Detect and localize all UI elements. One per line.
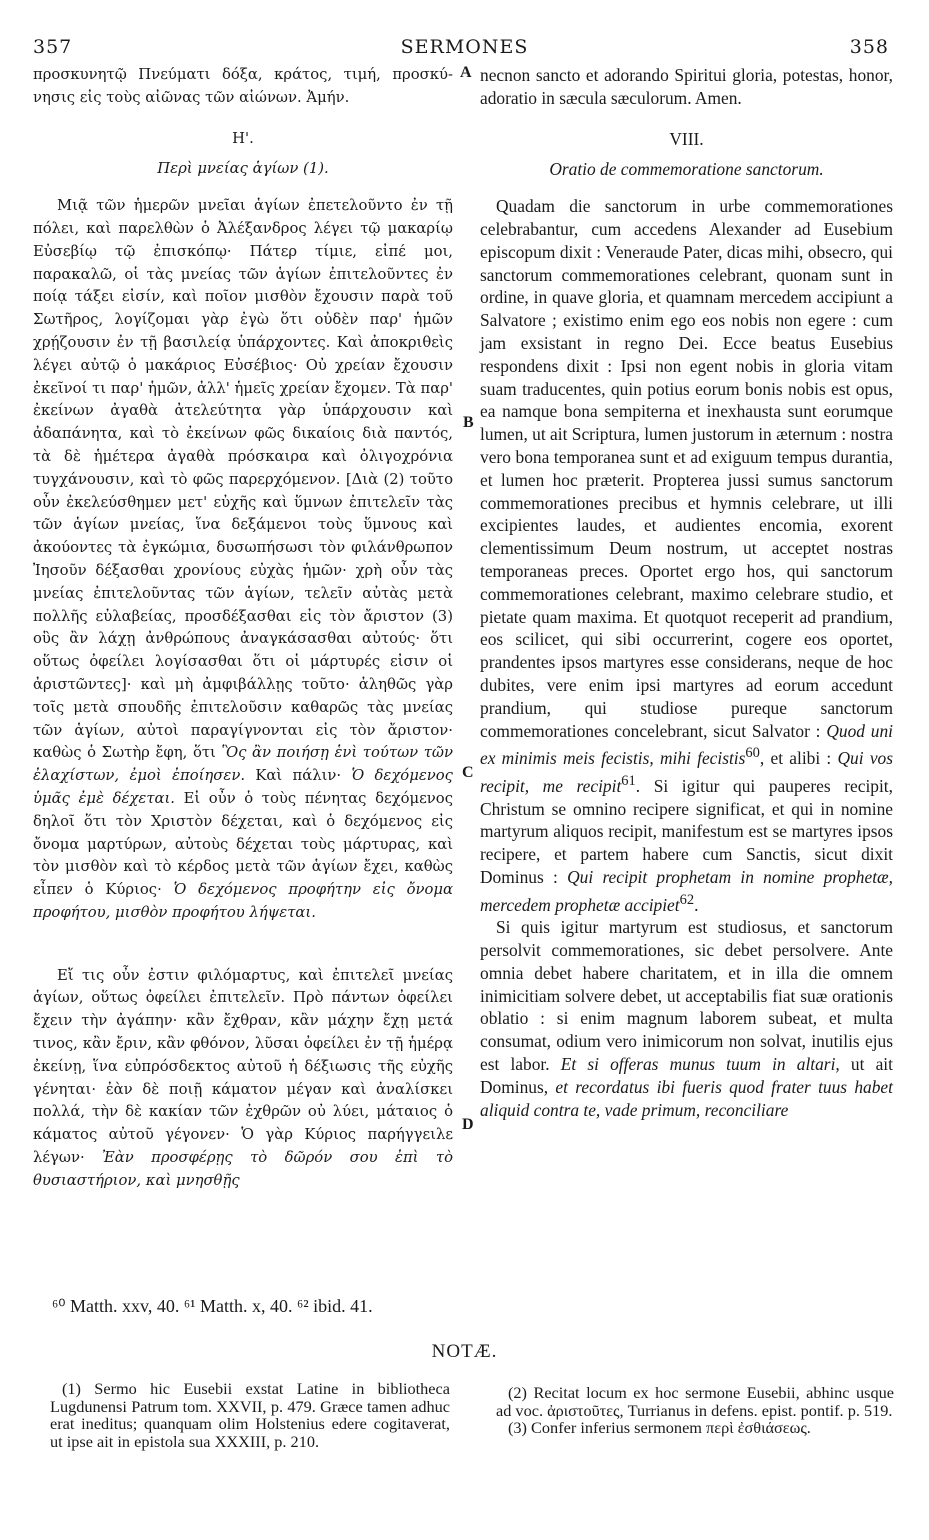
note-2-text: (2) Recitat locum ex hoc sermone Eusebii, abhinc usque ad voc. ἀριστοῦτες, Turrianus in defens. epist. pontif. p. 519.	[496, 1383, 894, 1420]
latin-sermon-number: VIII.	[669, 128, 704, 149]
page-number-right: 358	[849, 36, 889, 58]
greek-p2-text: Εἴ τις οὖν ἐστιν φιλόμαρτυς, καὶ ἐπιτελεῖ μνείας ἁγίων, οὕτως ὀφείλει ἐπιτελεῖν. Πρὸ πάντων ὀφείλει ἔχειν τὴν ἀγάπην· κἂν ἔχθραν, κἂν μάχην ἔχῃ μετά τινος, κἂν ἔριν, κἂν φθόνον, λῦσαι ὀφείλει ἐν τῇ ἡμέρᾳ ἐκείνῃ, ἵνα εὐπρόσδεκτος αὐτοῦ ἡ δέξιωσις τῆς εὐχῆς γένηται· ἐὰν δὲ ποιῇ κάματον μέγαν καὶ ἀναλίσκει πολλά, τὴν δὲ κακίαν τῶν ἐχθρῶν οὐ λύει, μάταιος ὁ κάματος αὐτοῦ γέγονεν· Ὁ γὰρ Κύριος παρήγγειλε λέγων·	[33, 966, 453, 1167]
note-3-text: (3) Confer inferius sermonem περὶ ἐσθιάσεως.	[508, 1418, 811, 1438]
greek-p1-text-c: Εἰ οὖν ὁ τοὺς πένητας δεχόμενος δηλοῖ ὅτι τὸν Χριστὸν δέχεται, καὶ ὁ δεχόμενος εἰς ὄνομα μαρτύρων, αὐτοὺς δέχεται τοὺς μάρτυρας, καὶ τὸν μισθὸν καὶ τὸ κέρδος μετὰ τῶν ἁγίων ἔχει, καθὼς εἶπεν ὁ Κύριος·	[33, 789, 453, 899]
scripture-footnotes: ⁶⁰ Matth. xxv, 40. ⁶¹ Matth. x, 40. ⁶² ibid. 41.	[52, 1296, 373, 1316]
latin-opening: necnon sancto et adorando Spiritui gloria, potestas, honor, adoratio in sæcula sæculorum. Amen.	[480, 65, 893, 108]
latin-p1-text-b: , et alibi :	[759, 748, 832, 769]
latin-p1-quote-2: Qui vos recipit, me recipit	[480, 748, 893, 796]
latin-p1-quote-3: Qui recipit prophetam in nomine prophetæ, mercedem prophetæ accipiet	[480, 866, 894, 915]
latin-paragraph-2	[480, 916, 893, 1121]
greek-p1-text: Μιᾷ τῶν ἡμερῶν μνεῖαι ἁγίων ἐπετελοῦντο ἐν τῇ πόλει, καὶ παρελθὼν ὁ Ἀλέξανδρος λέγει τῷ μακαρίῳ Εὐσεβίῳ τῷ ἐπισκόπῳ· Πάτερ τίμιε, εἰπέ μοι, παρακαλῶ, οἱ τὰς μνείας τῶν ἁγίων ἐπιτελοῦντες ἐν ποίᾳ τάξει εἰσίν, καὶ ποῖον μισθὸν ἔχουσιν παρὰ τοῦ Σωτῆρος, λογίζομαι γὰρ ἐγὼ ὅτι οὐδὲν παρ' ἡμῶν χρῄζουσιν ἐν τῇ βασιλείᾳ ὑπάρχοντες. Καὶ ἀποκριθεὶς λέγει αὐτῷ ὁ μακάριος Εὐσέβιος· Οὐ χρείαν ἔχουσιν ἐκεῖνοί τι παρ' ἡμῶν, ἀλλ' ἡμεῖς χρείαν ἔχομεν. Τὰ παρ' ἐκείνων ἀγαθὰ ἀτελεύτητα γὰρ ὑπάρχουσιν καὶ ἀδαπάνητα, καὶ τὸ ἐκείνων φῶς δικαίοις διὰ παντός, τὰ δὲ ἡμέτερα ἀγαθὰ πρόσκαιρα καὶ ὀλιγοχρόνια τυγχάνουσιν, καὶ τὸ φῶς παρερχόμενον. [Διὰ (2) τοῦτο οὖν ἐκελεύσθημεν μετ' εὐχῆς καὶ ὕμνων ἐπιτελεῖν τὰς τῶν ἁγίων μνείας, ἵνα δεξάμενοι τοὺς ὕμνους καὶ ἀκούοντες τὰ ἐγκώμια, δυσωπήσωσι τὸν φιλάνθρωπον Ἰησοῦν δέξασθαι χρονίους εὐχὰς ἡμῶν· χρὴ οὖν τὰς μνείας ἐπιτελοῦντας τῶν ἁγίων, τελεῖν αὐτὰς μετὰ πολλῆς εὐλαβείας, προσδέξασθαι εἰς τὸν ἄριστον (3) οὓς ἂν λάχῃ ἀνθρώπους ἀναγκάσασθαι αὐτούς· ὅτι οὕτως ὀφείλει λογίσασθαι ὅτι οἱ μάρτυρές εἰσιν οἱ ἀριστῶντες]· καὶ μὴ ἀμφιβάλλῃς τοῦτο· ἀληθῶς γὰρ τοῖς μετὰ σπουδῆς ἐπιτελοῦσιν καθαρῶς τὰς μνείας τῶν ἁγίων, αὐτοὶ παραγίγνονται εἰς τὸν ἄριστον· καθὼς ὁ Σωτὴρ ἔφη, ὅτι	[33, 197, 453, 762]
footnote-ref-62: 62	[679, 891, 695, 908]
greek-sermon-title: Περὶ μνείας ἁγίων (1).	[157, 160, 329, 178]
page-number-left: 357	[33, 36, 73, 58]
margin-letter-d: D	[462, 1116, 474, 1133]
greek-column	[33, 64, 453, 1193]
latin-p1-text: Quadam die sanctorum in urbe commemorationes celebrabantur, cum accedens Alexander ad Eusebium episcopum dixit : Veneraude Pater, dicas mihi, obsecro, qui sanctorum commemorationes celebrant, quonam sunt in ordine, in quave gloria, et quamnam mercedem accipiunt a Salvatore ; existimo enim ego eos nobis non egere : cum jam exsistant in regno Dei. Ecce beatus Eusebius respondens dixit : Ipsi non egent nobis in gloria vitam suam traducentes, quin potius eorum bonis nobis est opus, ea namque bona sempiterna et inexhausta sunt eorumque lumen, ut ait Scriptura, lumen justorum in æternum : nostra vero bona temporanea sunt et ad exiguum tempus durantia, et lumen hoc præterit. Propterea jussi sumus sanctorum commemorationes precibus et hymnis celebrare, ut illi excipientes laudes, et audientes encomia, exorent clementissimum Deum nostrum, ut acceptet nostras temporaneas preces. Oportet ergo hos, qui sanctorum commemorationes celebrant, maximo celebrare studio, et pietate quam maxima. Et quotquot receperit ad prandium, eos scilicet, qui sibi occurrerint, cogere eos oportet, prandentes ipsos martyres esse considerans, neque de hoc dubites, vere enim ipsi martyres ad eorum accedunt prandium, qui studiose pureque sanctorum commemorationes concelebrant, sicut Salvator :	[480, 196, 893, 741]
notes-right	[496, 1384, 894, 1437]
latin-p2-text: Si quis igitur martyrum est studiosus, et sanctorum persolvit commemorationes, sic debet persolvere. Ante omnia debet habere charitatem, et in illa die omnem inimicitiam solvere debet, ut acceptabilis fiat suæ orationis oblatio : si enim magnum laborem subeat, et multa consumat, odium vero inimicorum non solvat, inutilis ejus est labor.	[480, 917, 893, 1075]
note-1-text: (1) Sermo hic Eusebii exstat Latine in bibliotheca Lugdunensi Patrum tom. XXVII, p. 479. Græce tamen adhuc erat ineditus; quanquam olim Holstenius edere cogitaverat, ut ipse ait in epistola sua XXXIII, p. 210.	[50, 1379, 450, 1451]
margin-letter-c: C	[462, 764, 474, 781]
footnote-ref-60: 60	[745, 745, 760, 762]
footnote-ref-61: 61	[621, 772, 636, 789]
greek-paragraph-2	[33, 965, 453, 1193]
latin-p2-quote-1: Et si offeras munus tuum in altari,	[560, 1054, 840, 1075]
margin-letter-a: A	[460, 64, 472, 81]
notes-title: NOTÆ.	[431, 1341, 498, 1362]
greek-opening: προσκυνητῷ Πνεύματι δόξα, κράτος, τιμή, προσκύ-νησις εἰς τοὺς αἰῶνας τῶν αἰώνων. Ἀμήν.	[33, 66, 453, 106]
greek-p1-text-b: Καὶ πάλιν·	[255, 767, 342, 785]
greek-p1-quote-3: Ὁ δεχόμενος προφήτην εἰς ὄνομα προφήτου, μισθὸν προφήτου λήψεται.	[33, 881, 453, 921]
margin-letter-b: B	[463, 414, 474, 431]
latin-p2-text-b: ut ait Dominus,	[480, 1054, 893, 1097]
latin-p1-text-c: . Si igitur qui pauperes recipit, Christum se omnino recipere significat, et qui in nomine martyrum aliquos recipit, manifestum est se martyres ipsos recipere, et partem habere cum Sanctis, sicut dixit Dominus :	[480, 775, 893, 887]
greek-paragraph-1	[33, 195, 453, 925]
latin-sermon-title: Oratio de commemoratione sanctorum.	[549, 159, 824, 180]
greek-p1-quote-2: Ὁ δεχόμενος ὑμᾶς ἐμὲ δέχεται.	[33, 767, 453, 807]
latin-column	[480, 64, 893, 1121]
latin-paragraph-1: Quadam die sanctorum in urbe commemorationes celebrabantur, cum accedens Alexander ad Eusebium episcopum dixit : Veneraude Pater, dicas mihi, obsecro, qui sanctorum commemorationes celebrant, quonam sunt in ordine, in quave gloria, et quamnam mercedem accipiunt a Salvatore ; existimo enim ego eos nobis non egere : cum jam exsistant in regno Dei. Ecce beatus Eusebius respondens dixit : Ipsi non egent nobis in gloria vitam suam traducentes, quin potius eorum bonis nobis est opus, ea namque bona sempiterna et inexhausta sunt eorumque lumen, ut ait Scriptura, lumen justorum in æternum : nostra vero bona temporanea sunt et ad exiguum tempus durantia, et lumen hoc præterit. Propterea jussi sumus sanctorum commemorationes precibus et hymnis celebrare, ut illi excipientes laudes, et audientes encomia, exorent clementissimum Deum nostrum, ut acceptet nostras temporaneas preces. Oportet ergo hos, qui sanctorum commemorationes celebrant, maximo celebrare studio, et pietate quam maxima. Et quotquot receperit ad prandium, eos scilicet, qui sibi occurrerint, cogere eos oportet, prandentes ipsos martyres esse considerans, neque de hoc dubites, vere enim ipsi martyres ad eorum accedunt prandium, qui studiose pureque sanctorum commemorationes concelebrant, sicut Salvator : Quod uni ex minimis meis fecistis, mihi fecistis$^{60}$, et alibi : Qui vos recipit, me recipit$^{61}$. Si igitur qui pauperes recipit, Christum se omnino recipere significat, et qui in nomine martyrum aliquos recipit, manifestum est se martyres ipsos recipere, et partem habere cum Sanctis, sicut dixit Dominus : Qui recipit prophetam in nomine prophetæ, mercedem prophetæ accipiet$^{62}$.	[480, 196, 894, 915]
latin-p1-quote-1: Quod uni ex minimis meis fecistis, mihi fecistis	[480, 720, 893, 769]
greek-sermon-number: Η'.	[232, 129, 254, 147]
note-1	[50, 1380, 450, 1450]
running-title: SERMONES	[400, 36, 529, 58]
greek-p1-quote-1: Ὃς ἂν ποιήσῃ ἑνὶ τούτων τῶν ἐλαχίστων, ἐμοὶ ἐποίησεν.	[33, 744, 453, 785]
latin-p2-quote-2: et recordatus ibi fueris quod frater tuus habet aliquid contra te, vade primum, reconciliare	[480, 1076, 893, 1120]
greek-p2-quote: Ἐὰν προσφέρῃς τὸ δῶρόν σου ἐπὶ τὸ θυσιαστήριον, καὶ μνησθῇς	[33, 1149, 453, 1189]
